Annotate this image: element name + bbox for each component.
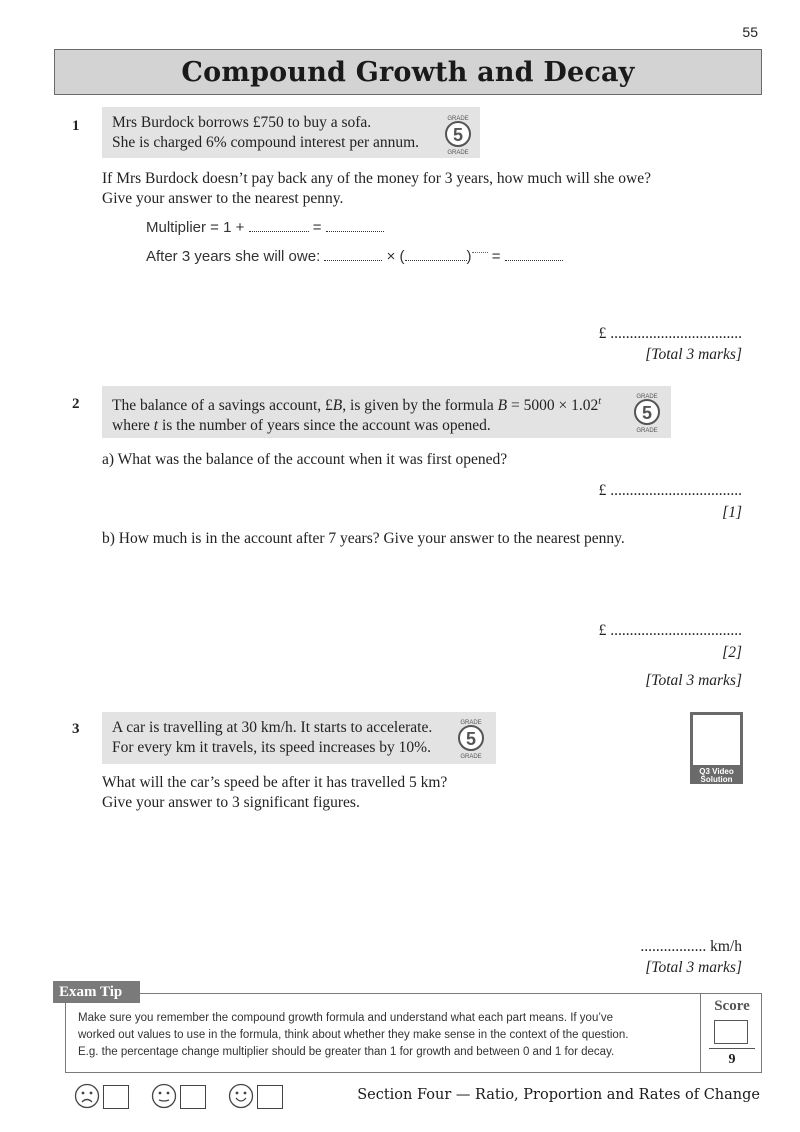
var-b: B [332, 397, 343, 415]
svg-text:GRADE: GRADE [447, 116, 469, 122]
q2-line2-pre: where [112, 417, 154, 435]
var-b-2: B [497, 397, 508, 415]
q3-total-marks: [Total 3 marks] [645, 959, 742, 976]
q3-video-solution[interactable] [690, 712, 743, 784]
video-label-line2: Solution [700, 775, 733, 784]
multiplier-blank[interactable] [249, 221, 309, 232]
q3-question-line1: What will the car’s speed be after it has travelled 5 km? [102, 774, 448, 791]
q1-context-line2: She is charged 6% compound interest per annum. [112, 134, 420, 151]
grade-5-icon [625, 390, 669, 434]
q1-context-line1: Mrs Burdock borrows £750 to buy a sofa. [112, 114, 372, 131]
question-1-context-box [102, 107, 480, 158]
q2b-answer-line[interactable]: £ .................................. [598, 622, 742, 639]
exam-tip-text [78, 1010, 690, 1061]
var-t-exponent: t [598, 396, 602, 407]
grade-5-icon [436, 112, 480, 156]
times-sign: × [386, 248, 396, 265]
equals-sign: = [312, 219, 322, 236]
page-number: 55 [742, 24, 758, 40]
happy-face-icon [228, 1083, 254, 1109]
video-label-line1: Q3 Video [699, 767, 734, 776]
exam-tip-label: Exam Tip [53, 981, 140, 1003]
svg-text:GRADE: GRADE [460, 720, 482, 726]
open-paren: ( [399, 248, 405, 265]
svg-text:GRADE: GRADE [636, 394, 658, 400]
score-total: 9 [728, 1052, 736, 1067]
q1-total-marks: [Total 3 marks] [645, 346, 742, 363]
equals-sign-2: = [491, 248, 501, 265]
score-divider [709, 1048, 755, 1049]
video-solution-label[interactable] [690, 768, 743, 784]
exam-tip-line3: E.g. the percentage change multiplier should be greater than 1 for growth and between 0 and 1 for decay. [78, 1046, 615, 1058]
svg-text:GRADE: GRADE [636, 428, 658, 434]
close-paren: ) [466, 248, 472, 265]
svg-text:5: 5 [452, 125, 464, 145]
q2-line1-mid: , is given by the formula [342, 397, 498, 415]
q1-answer-line[interactable]: £ .................................. [598, 325, 742, 342]
question-3-context-box [102, 712, 496, 764]
owe-result-blank[interactable] [505, 250, 563, 261]
q2-context-line2 [112, 416, 661, 436]
q2-total-marks: [Total 3 marks] [645, 672, 742, 689]
score-label: Score [714, 998, 750, 1014]
q1-owe-working [146, 247, 563, 265]
footer-section-title: Section Four — Ratio, Proportion and Rates of Change [357, 1087, 760, 1103]
exam-tip-line1: Make sure you remember the compound growth formula and understand what each part means. If you’ve [78, 1012, 614, 1024]
q3-context-line1: A car is travelling at 30 km/h. It starts to accelerate. [112, 719, 433, 736]
sad-checkbox[interactable] [103, 1085, 129, 1109]
sad-face-icon [74, 1083, 100, 1109]
svg-text:5: 5 [465, 729, 477, 749]
q1-multiplier-working [146, 219, 384, 236]
var-t: t [153, 417, 159, 435]
video-qr-frame[interactable] [690, 712, 743, 768]
page-title: Compound Growth and Decay [181, 56, 635, 88]
score-input-box[interactable] [714, 1020, 748, 1044]
q3-question-line2: Give your answer to 3 significant figures. [102, 794, 360, 811]
multiplier-result-blank[interactable] [326, 221, 384, 232]
neutral-face-icon [151, 1083, 177, 1109]
q3-context-line2: For every km it travels, its speed increases by 10%. [112, 739, 431, 756]
after-3-years-label: After 3 years she will owe: [146, 248, 321, 265]
q2b-marks: [2] [722, 644, 742, 661]
q2a-answer-line[interactable]: £ .................................. [598, 482, 742, 499]
multiplier-power-blank[interactable] [405, 250, 467, 261]
q1-question-line2: Give your answer to the nearest penny. [102, 190, 344, 207]
question-number-3: 3 [72, 721, 80, 737]
q1-question-line1: If Mrs Burdock doesn’t pay back any of the money for 3 years, how much will she owe? [102, 170, 651, 187]
q2-part-b: b) How much is in the account after 7 years? Give your answer to the nearest penny. [102, 530, 625, 547]
q2a-marks: [1] [722, 504, 742, 521]
q2-line1-text: The balance of a savings account, £ [112, 397, 333, 415]
q2-part-a: a) What was the balance of the account when it was first opened? [102, 451, 508, 468]
principal-blank[interactable] [324, 250, 382, 261]
svg-text:GRADE: GRADE [447, 150, 469, 156]
title-banner [54, 49, 762, 95]
q3-answer-line[interactable]: ................. km/h [640, 938, 742, 955]
q2-formula: = 5000 × 1.02 [507, 397, 599, 415]
svg-text:5: 5 [641, 403, 653, 423]
exam-tip-line2: worked out values to use in the formula, think about whether they make sense in the context of the question. [78, 1029, 629, 1041]
q2-line2-post: is the number of years since the account was opened. [158, 417, 491, 435]
svg-text:GRADE: GRADE [460, 754, 482, 760]
grade-5-icon [449, 716, 493, 760]
question-2-context-box [102, 386, 671, 438]
score-panel [700, 993, 762, 1073]
question-number-2: 2 [72, 396, 80, 412]
question-number-1: 1 [72, 118, 80, 134]
multiplier-label: Multiplier = 1 + [146, 219, 245, 236]
neutral-checkbox[interactable] [180, 1085, 206, 1109]
q2-context-line1 [112, 392, 661, 416]
happy-checkbox[interactable] [257, 1085, 283, 1109]
exponent-blank[interactable] [472, 247, 488, 253]
